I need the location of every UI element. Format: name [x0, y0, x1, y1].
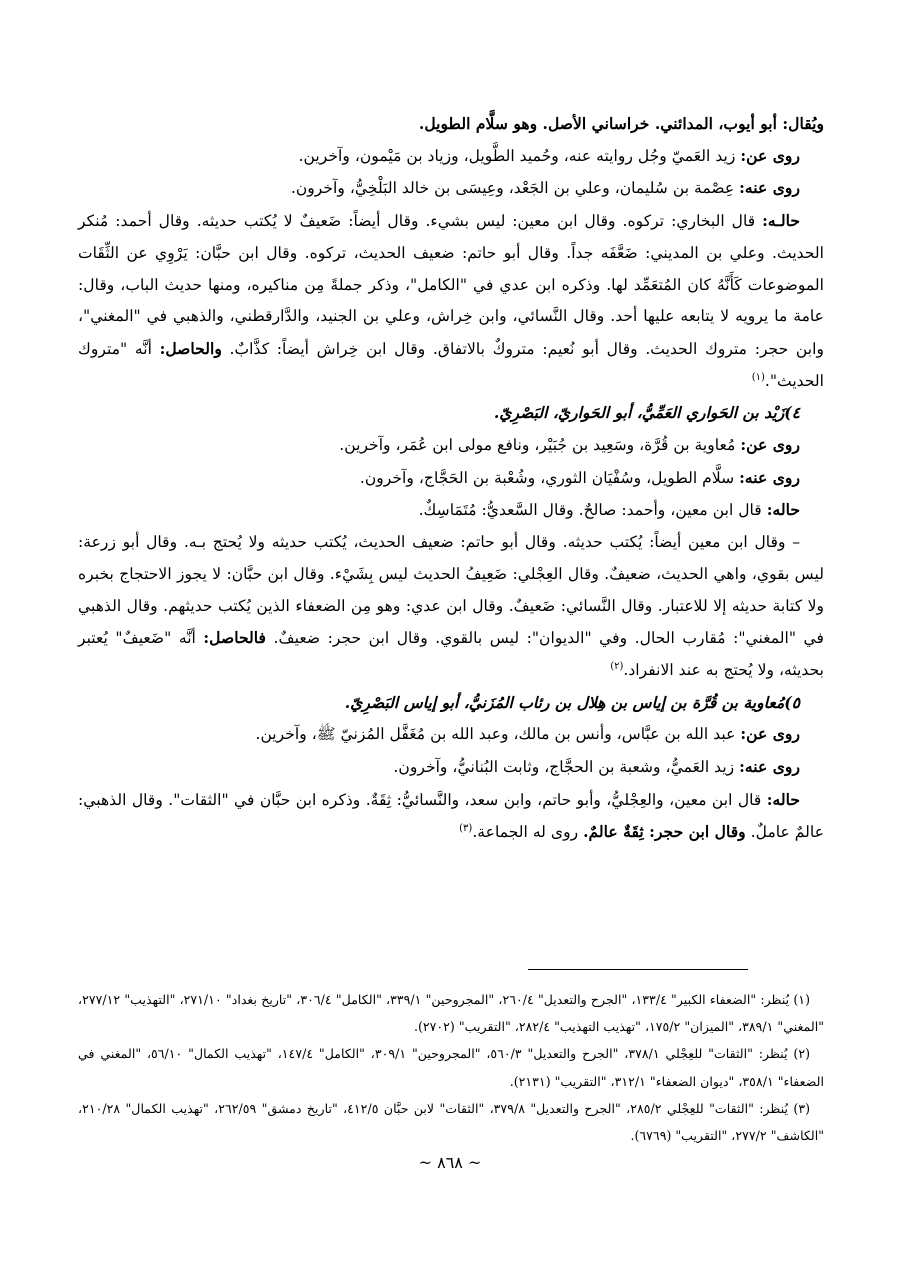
narrated-from-label: روى عن: [740, 435, 800, 455]
footnote-ref-1: (١) [751, 371, 765, 383]
footnote-separator [528, 969, 748, 970]
status-text: – وقال ابن معين أيضاً: يُكتب حديثه. وقال أبو حاتم: ضعيف الحديث، يُكتب حديثه ولا يُحتج بـه. وقال أبو زرعة: ليس بقوي، واهي الحديث، ضعيفٌ. وقال العِجْلي: ضَعِيفُ الحديث ليس بِشَيْء. وقال ابن حبَّان: لا يجوز الاحتجاج بخبره ولا كتابة حديثه إلا للاعتبار. وقال النَّسائي: ضَعيفٌ. وقال ابن عدي: وهو مِن الضعفاء الذين يُكتب حديثهم. وقال الذهبي في "المغني": مُقارب الحال. وفي "الديوان": ليس بالقوي. وقال ابن حجر: ضعيفٌ. [78, 533, 824, 648]
narrated-by-1 [78, 172, 824, 205]
entry-heading-5: ٥)مُعاوية بن قُرَّة بن إياس بن هِلال بن رئاب المُزَنيُّ، أبو إياس البَصْرِيّ. [344, 692, 800, 712]
narrated-from-1 [78, 140, 824, 173]
entry-heading-4: ٤)زَيْد بن الحَواري العَمِّيُّ، أبو الحَواريّ، البَصْرِيّ. [493, 403, 800, 423]
status-2-continued [78, 527, 824, 687]
conclusion-label: فالحاصل: [203, 628, 266, 648]
status-1 [78, 205, 824, 397]
narrated-by-text: سلَّام الطويل، وسُفْيَان الثوري، وشُعْبة بن الحَجَّاج، وآخرون. [359, 468, 740, 487]
narrated-from-text: زيد العَميّ وجُل روايته عنه، وحُميد الطَّويل، وزياد بن مَيْمون، وآخرين. [298, 146, 741, 165]
narrated-by-text: عِصْمة بن سُليمان، وعلي بن الجَعْد، وعِيسَى بن خالد البَلْخِيُّ، وآخرون. [290, 179, 740, 198]
status-2 [78, 494, 824, 527]
conclusion-text: أنَّه "ضَعيفٌ" يُعتبر بحديثه، ولا يُحتج به عند الانفراد. [78, 629, 824, 679]
footnote-ref-2: (٢) [610, 660, 624, 672]
status-3 [78, 784, 824, 849]
footnote-2: (٢) يُنظر: "الثقات" للعِجْلي ٣٧٨/١، "الجرح والتعديل" ٥٦٠/٣، "المجروحين" ٣٠٩/١، "الكامل" ١٤٧/٤، "تهذيب الكمال" ٥٦/١٠، "المغني في الضعفاء" ٣٥٨/١، "ديوان الضعفاء" ٣١٢/١، "التقريب" (٢١٣١). [78, 1046, 824, 1089]
status-text: قال ابن معين، والعِجْليُّ، وأبو حاتم، وابن سعد، والنَّسائيُّ: ثِقَةٌ. وذكره ابن حبَّان في "الثقات". وقال الذهبي: عالمٌ عاملٌ. [78, 790, 824, 842]
narrated-from-3 [78, 718, 824, 751]
narrated-by-2 [78, 462, 824, 495]
status-label: حاله: [766, 789, 800, 809]
narrated-from-label: روى عن: [740, 724, 800, 744]
narrated-from-label: روى عن: [740, 145, 800, 165]
narrated-by-label: روى عنه: [739, 467, 800, 487]
narrated-by-label: روى عنه: [739, 178, 800, 198]
footnote-ref-3: (٣) [459, 823, 473, 835]
conclusion-label: والحاصل: [159, 338, 222, 358]
narrated-by-text: زيد العَميُّ، وشعبة بن الحجَّاج، وثابت البُنانيُّ، وآخرون. [393, 758, 740, 777]
footnotes [78, 986, 824, 1149]
narrated-from-text: مُعاوية بن قُرَّة، وسَعِيد بن جُبَيْر، ونافع مولى ابن عُمَر، وآخرين. [339, 436, 741, 455]
footnote-1: (١) يُنظر: "الضعفاء الكبير" ١٣٣/٤، "الجرح والتعديل" ٢٦٠/٤، "المجروحين" ٣٣٩/١، "الكامل" ٣٠٦/٤، "تاريخ بغداد" ٢٧١/١٠، "التهذيب" ٢٧٧/١٢، "المغني" ٣٨٩/١، "الميزان" ١٧٥/٢، "تهذيب التهذيب" ٢٨٢/٤، "التقريب" (٢٧٠٢). [78, 992, 824, 1035]
status-text: قال البخاري: تركوه. وقال ابن معين: ليس بشيء. وقال أيضاً: ضَعيفٌ لا يُكتب حديثه. وقال أحمد: مُنكر الحديث. وعلي بن المديني: ضَعَّفَه جداً. وقال أبو حاتم: ضعيف الحديث، تركوه. وقال ابن حبَّان: يَرْوِي عن الثِّقَات الموضوعات كَأَنَّهُ كان المُتعَمِّد لها. وذكره ابن عدي في "الكامل"، وذكر جملةً مِن مناكيره، ومنها حديث الباب، وقال: عامة ما يرويه لا يتابعه عليها أحد. وقال النَّسائي، وابن خِراش، وعلي بن الجنيد، والدَّارقطني، والذهبي في "المغني"، وابن حجر: متروك الحديث. وقال أبو نُعيم: متروكٌ بالاتفاق. وقال ابن خِراش أيضاً: كذَّابٌ. [78, 212, 824, 358]
status-label: حالـه: [762, 211, 800, 231]
page-number: ~ ٨٦٨ ~ [418, 1153, 482, 1172]
main-text [78, 108, 824, 849]
narrated-from-2 [78, 429, 824, 462]
narrated-from-text: عبد الله بن عبَّاس، وأنس بن مالك، وعبد الله بن مُغَفَّل المُزنيّ ﷺ، وآخرين. [255, 725, 741, 744]
status-text-end: روى له الجماعة. [472, 823, 584, 842]
conclusion-text: أنَّه "متروك الحديث". [78, 339, 824, 390]
narrated-by-3 [78, 751, 824, 784]
paragraph-intro: ويُقال: أبو أيوب، المدائني. خراساني الأصل. وهو سلَّام الطويل. [418, 114, 824, 133]
status-text: قال ابن معين، وأحمد: صالحٌ. وقال السَّعديُّ: مُتَمَاسِكٌ. [418, 501, 767, 520]
footnote-3: (٣) يُنظر: "الثقات" للعِجْلي ٢٨٥/٢، "الجرح والتعديل" ٣٧٩/٨، "الثقات" لابن حبَّان ٤١٢/٥، "تاريخ دمشق" ٢٦٢/٥٩، "تهذيب الكمال" ٢١٠/٢٨، "الكاشف" ٢٧٧/٢، "التقريب" (٦٧٦٩). [78, 1100, 824, 1144]
narrated-by-label: روى عنه: [739, 757, 800, 777]
ibn-hajar-verdict: وقال ابن حجر: ثِقَةٌ عالمٌ. [583, 822, 746, 842]
status-label: حاله: [766, 500, 800, 520]
